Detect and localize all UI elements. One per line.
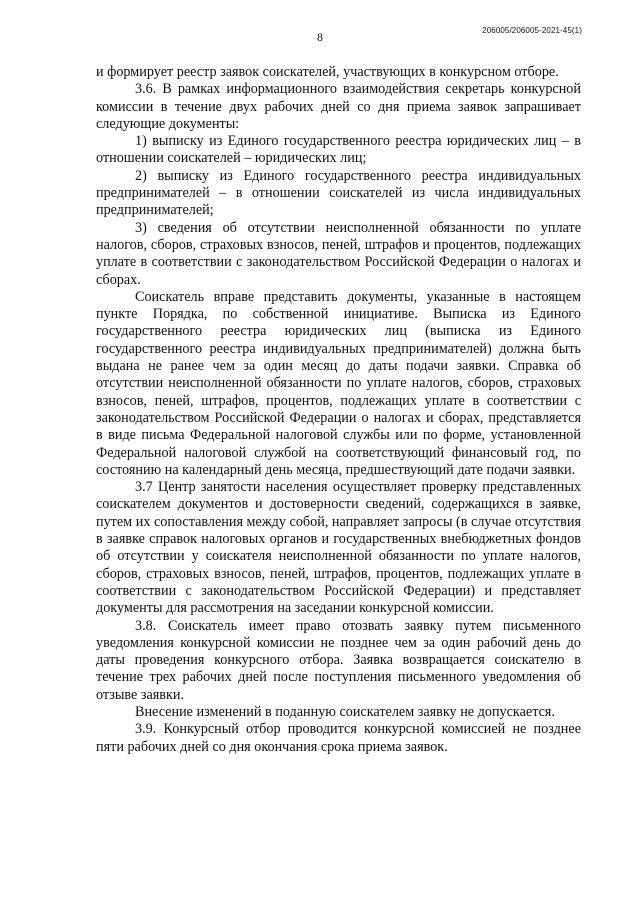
paragraph-changes: Внесение изменений в поданную соискателем заявку не допускается. [135, 703, 555, 720]
paragraph-3-6: 3.6. В рамках информационного взаимодействия секретарь конкурсной комиссии в течение двух рабочих дней со дня приема заявок запрашивает следующие документы: [96, 81, 581, 132]
list-item-3: 3) сведения об отсутствии неисполненной обязанности по уплате налогов, сборов, страховых взносов, пеней, штрафов и процентов, подлежащих уплате в соответствии с законодательством Российской Федерации о налогах и сборах. [96, 219, 581, 288]
paragraph-continuation: и формирует реестр заявок соискателей, участвующих в конкурсном отборе. [96, 64, 559, 80]
page-number: 8 [317, 30, 323, 44]
paragraph-3-8: 3.8. Соискатель имеет право отозвать заявку путем письменного уведомления конкурсной комиссии не позднее чем за один рабочий день до даты проведения конкурсного отбора. Заявка возвращается соискателю в течение трех рабочих дней после поступления письменного уведомления об отзыве заявки. [96, 617, 581, 703]
document-code: 206005/206005-2021-45(1) [482, 26, 582, 35]
list-item-1: 1) выписку из Единого государственного реестра юридических лиц – в отношении соискателей – юридических лиц; [96, 133, 581, 167]
paragraph-initiative: Соискатель вправе представить документы, указанные в настоящем пункте Порядка, по собственной инициативе. Выписка из Единого государственного реестра юридических лиц (выписка из Единого государственного реестра индивидуальных предпринимателей) должна быть выдана не ранее чем за один месяц до даты подачи заявки. Справка об отсутствии неисполненной обязанности по уплате налогов, сборов, страховых взносов, пеней, штрафов, процентов, подлежащих уплате в соответствии с законодательством Российской Федерации о налогах и сборах, представляется в виде письма Федеральной налоговой службы или по форме, установленной Федеральной налоговой службой на соответствующий финансовый год, по состоянию на календарный день месяца, предшествующий дате подачи заявки. [96, 288, 581, 478]
paragraph-3-9: 3.9. Конкурсный отбор проводится конкурсной комиссией не позднее пяти рабочих дней со дня окончания срока приема заявок. [96, 721, 581, 755]
list-item-2: 2) выписку из Единого государственного реестра индивидуальных предпринимателей – в отношении соискателей из числа индивидуальных предпринимателей; [96, 167, 581, 219]
document-body [96, 64, 581, 756]
paragraph-3-7: 3.7 Центр занятости населения осуществляет проверку представленных соискателем документов и достоверности сведений, содержащихся в заявке, путем их сопоставления между собой, направляет запросы (в случае отсутствия в заявке справок налоговых органов и государственных внебюджетных фондов об отсутствии у соискателя неисполненной обязанности по уплате налогов, сборов, страховых взносов, пеней, штрафов, процентов, подлежащих уплате в соответствии с законодательством Российской Федерации) и представляет документы для рассмотрения на заседании конкурсной комиссии. [96, 479, 581, 617]
